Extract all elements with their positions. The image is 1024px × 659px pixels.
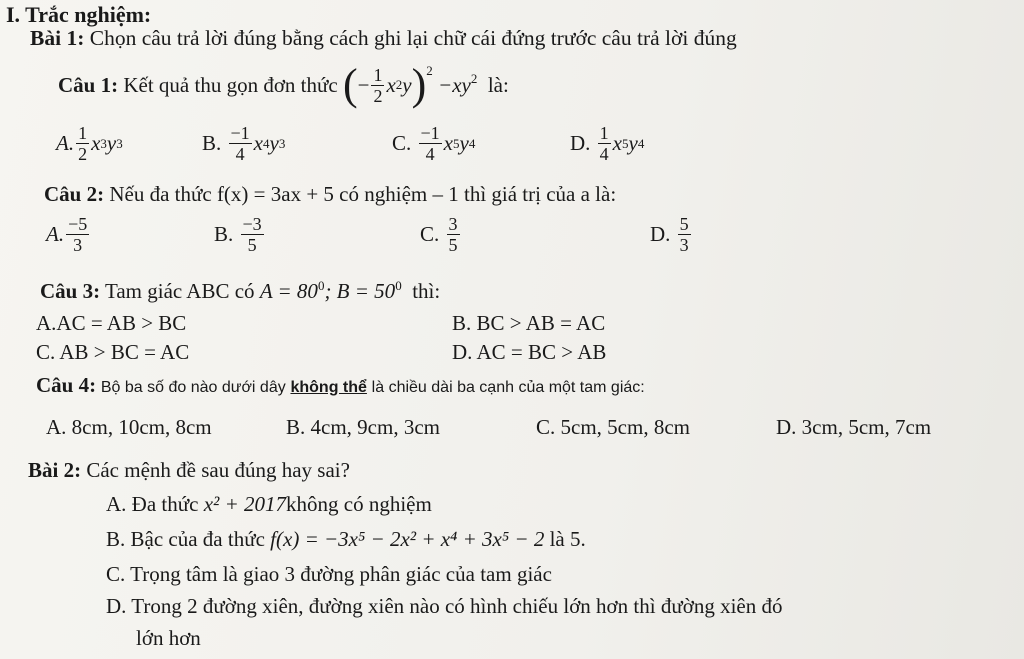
bai2-title: Bài 2: bbox=[28, 458, 82, 482]
cau2-options bbox=[46, 215, 693, 254]
cau4-option-d[interactable]: D. 3cm, 5cm, 7cm bbox=[776, 415, 932, 439]
cau4-emphasis: không thể bbox=[290, 379, 367, 396]
bai2-heading bbox=[28, 458, 350, 483]
cau3-text: Tam giác ABC có bbox=[104, 279, 255, 303]
cau3-question: Câu 3: Tam giác ABC có $A = 80^0$; $B = 50^0$ thì: bbox=[40, 278, 441, 303]
cau1-option-a[interactable]: A. $\frac{1}{2}$ x 3 y 3 bbox=[56, 123, 123, 164]
cau1-text: Kết quả thu gọn đơn thức bbox=[123, 72, 338, 97]
cau3-option-b[interactable]: B. BC > AB = AC bbox=[452, 311, 606, 335]
bai2-item-d[interactable]: D. Trong 2 đường xiên, đường xiên nào có hình chiếu lớn hơn thì đường xiên đó bbox=[106, 594, 783, 618]
cau2-option-b[interactable]: B. $\frac{-3}{5}$ bbox=[214, 214, 262, 255]
cau1-options bbox=[56, 124, 644, 163]
cau1-label: Câu 1: bbox=[58, 72, 119, 97]
cau1-option-c[interactable]: C. $\frac{-1}{4}$ x 5 y 4 bbox=[392, 123, 476, 164]
cau1-option-d[interactable]: D. $\frac{1}{4}$ x 5 y 4 bbox=[570, 123, 645, 164]
cau4-option-a[interactable]: A. 8cm, 10cm, 8cm bbox=[46, 415, 212, 439]
cau2-option-a[interactable]: A. $\frac{-5}{3}$ bbox=[46, 214, 88, 255]
cau3-option-c[interactable]: C. AB > BC = AC bbox=[36, 340, 190, 364]
bai1-title: Bài 1: bbox=[30, 26, 85, 50]
bai2-item-b[interactable]: B. Bậc của đa thức f(x) = −3x⁵ − 2x² + x⁴ + 3x⁵ − 2 là 5. bbox=[106, 527, 586, 551]
cau1-expression: ( − $\frac{1}{2}$ x 2 y ) $^2$ −xy $^2$ bbox=[342, 60, 478, 109]
cau3-suffix: thì: bbox=[412, 279, 441, 303]
cau4-option-b[interactable]: B. 4cm, 9cm, 3cm bbox=[286, 415, 440, 439]
bai2-item-c[interactable]: C. Trọng tâm là giao 3 đường phân giác của tam giác bbox=[106, 562, 552, 586]
cau3-label: Câu 3: bbox=[40, 279, 101, 303]
bai2-item-a[interactable]: A. Đa thức x² + 2017không có nghiệm bbox=[106, 492, 432, 516]
cau3-option-d[interactable]: D. AC = BC > AB bbox=[452, 340, 607, 364]
cau4-label: Câu 4: bbox=[36, 373, 97, 397]
bai1-heading bbox=[30, 26, 737, 51]
cau4-question: Câu 4: Bộ ba số đo nào dưới dây không thể là chiều dài ba cạnh của một tam giác: bbox=[36, 373, 645, 397]
cau1-question bbox=[58, 60, 509, 110]
bai2-text: Các mệnh đề sau đúng hay sai? bbox=[86, 458, 350, 482]
bai2-item-d-continuation: lớn hơn bbox=[136, 626, 201, 650]
bai1-instruction: Chọn câu trả lời đúng bằng cách ghi lại chữ cái đứng trước câu trả lời đúng bbox=[89, 26, 737, 50]
cau2-text: Nếu đa thức f(x) = 3ax + 5 có nghiệm – 1 thì giá trị của a là: bbox=[109, 182, 617, 206]
cau2-option-c[interactable]: C. $\frac{3}{5}$ bbox=[420, 214, 458, 255]
cau2-question bbox=[44, 182, 616, 207]
cau2-option-d[interactable]: D. $\frac{5}{3}$ bbox=[650, 214, 689, 255]
cau4-option-c[interactable]: C. 5cm, 5cm, 8cm bbox=[536, 415, 690, 439]
cau1-suffix: là: bbox=[487, 72, 509, 97]
cau3-option-a[interactable]: A.AC = AB > BC bbox=[36, 311, 187, 335]
cau1-option-b[interactable]: B. $\frac{-1}{4}$ x 4 y 3 bbox=[202, 123, 286, 164]
cau2-label: Câu 2: bbox=[44, 182, 105, 206]
section-title: I. Trắc nghiệm: bbox=[6, 2, 152, 27]
